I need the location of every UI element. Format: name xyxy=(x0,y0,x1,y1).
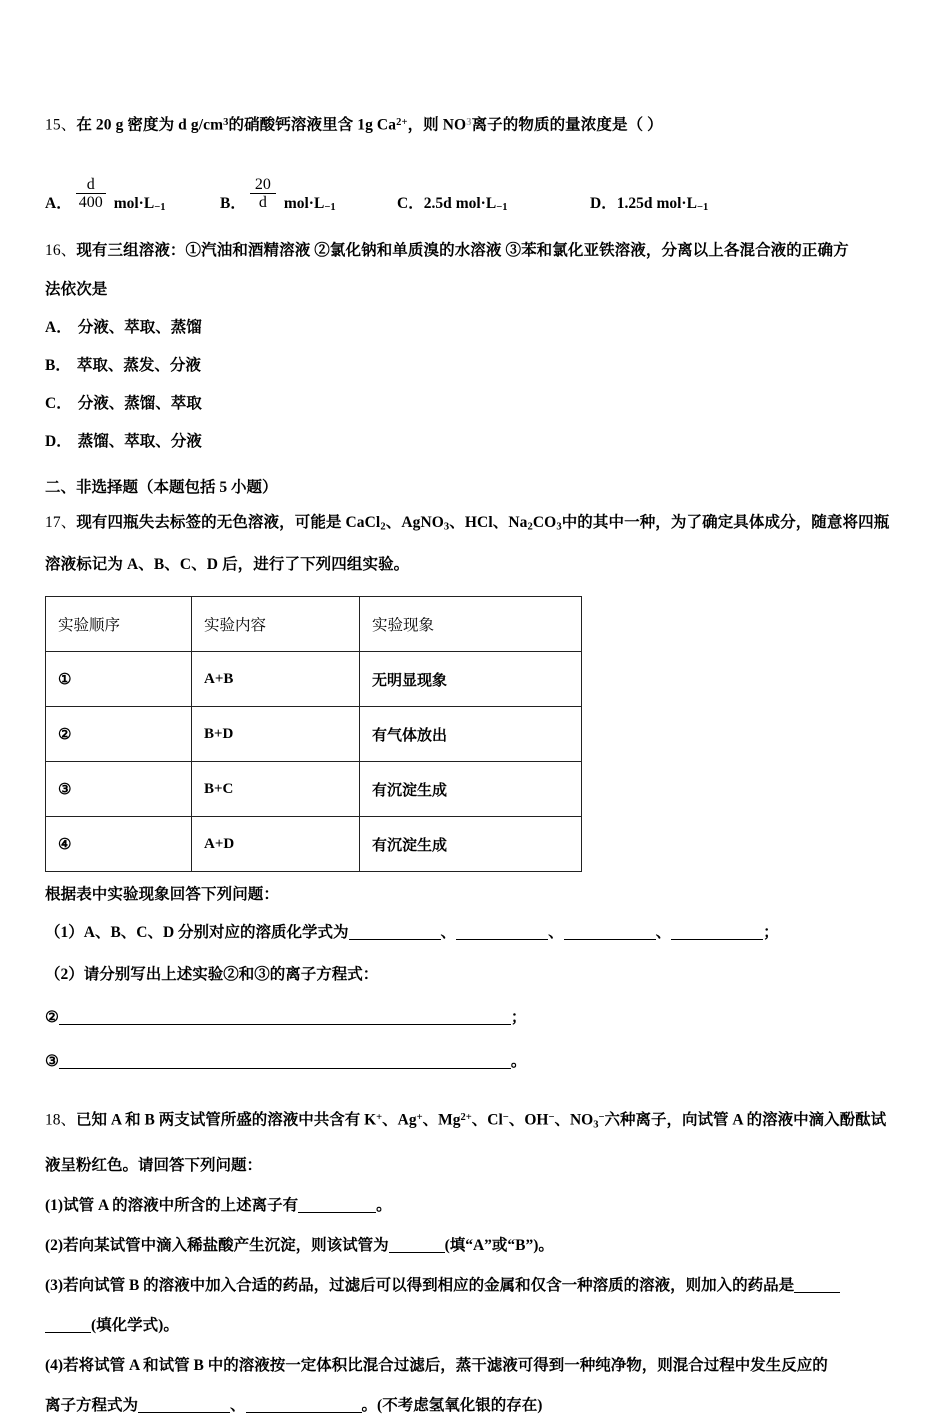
q18-blank-3b[interactable] xyxy=(45,1332,91,1333)
q17-stem-e: 中的其中一种，为了确定具体成分，随意将四瓶 xyxy=(561,513,890,531)
q18-ion-2-charge: + xyxy=(416,1112,423,1124)
q18-blank-1[interactable] xyxy=(298,1212,376,1213)
question-15-number: 15、 xyxy=(45,116,77,134)
q18-stem-a: 已知 A 和 B 两支试管所盛的溶液中共含有 K xyxy=(76,1112,377,1130)
question-15-stem-mid-2: ，则 NO xyxy=(407,116,467,134)
q17-sub-a: 2 xyxy=(380,521,386,533)
q17-part-1-end: ； xyxy=(763,924,779,942)
q16-option-b-text: 萃取、蒸发、分液 xyxy=(76,356,201,374)
q18-part-4-sep: 、 xyxy=(230,1396,246,1414)
question-18-stem-line-1 xyxy=(45,1098,907,1145)
question-18-part-4-line-1: (4)若将试管 A 和试管 B 中的溶液按一定体积比混合过滤后，蒸干滤液可得到一种纯净物，则混合过程中发生反应的 xyxy=(45,1356,828,1374)
q18-stem-c: 、Mg xyxy=(422,1112,461,1130)
question-16-option-a[interactable] xyxy=(45,309,907,347)
question-16-option-c[interactable] xyxy=(45,385,907,423)
question-17-blank-line-2 xyxy=(45,996,907,1040)
q17-blank-2-label: ② xyxy=(45,1009,59,1027)
question-17-stem-line-1 xyxy=(45,505,907,546)
q17-part-1-text: （1）A、B、C、D 分别对应的溶质化学式为 xyxy=(45,924,349,942)
column-header-content: 实验内容 xyxy=(192,597,360,652)
row-3-sequence: ③ xyxy=(46,762,192,817)
option-d-label: D． xyxy=(590,194,617,212)
question-15-option-a[interactable] xyxy=(45,177,165,213)
q16-option-a-text: 分液、萃取、蒸馏 xyxy=(77,318,202,336)
question-16-stem-text-1: 现有三组溶液：①汽油和酒精溶液 ②氯化钠和单质溴的水溶液 ③苯和氯化亚铁溶液，分离以上各混合液的正确方 xyxy=(76,241,849,259)
question-18-part-4-line-2 xyxy=(45,1386,907,1426)
q17-sub-b: 3 xyxy=(443,521,450,533)
row-2-phenomenon: 有气体放出 xyxy=(360,707,582,762)
q17-stem-c: 、HCl、Na xyxy=(449,513,528,531)
option-a-unit: mol·L xyxy=(113,194,155,212)
question-17-blank-line-3 xyxy=(45,1040,907,1084)
question-15-option-b[interactable] xyxy=(220,177,336,213)
row-3-content: B+C xyxy=(192,762,360,817)
option-a-label: A． xyxy=(45,194,72,212)
q18-ion-4-charge: − xyxy=(502,1112,509,1124)
option-b-label: B． xyxy=(220,194,246,212)
row-3-phenomenon: 有沉淀生成 xyxy=(360,762,582,817)
q18-stem-f: 、NO xyxy=(554,1112,594,1130)
q17-sub-d: 3 xyxy=(556,521,562,533)
option-c-unit-exponent: −1 xyxy=(496,201,508,213)
table-row xyxy=(46,762,582,817)
row-1-content: A+B xyxy=(192,652,360,707)
question-15-options xyxy=(45,155,907,213)
q17-answer-blank-2[interactable] xyxy=(59,1024,511,1025)
question-17-number: 17、 xyxy=(45,513,77,531)
spacer-after-q15 xyxy=(45,213,907,231)
q16-option-d-label: D． xyxy=(45,432,72,450)
option-d-unit-exponent: −1 xyxy=(696,201,709,213)
row-1-phenomenon: 无明显现象 xyxy=(360,652,582,707)
question-18-stem-line-2: 液呈粉红色。请回答下列问题： xyxy=(45,1156,263,1174)
question-15-stem-post: 离子的物质的量浓度是（ ） xyxy=(471,116,663,134)
question-17-stem-line-2: 溶液标记为 A、B、C、D 后，进行了下列四组实验。 xyxy=(45,556,410,574)
q18-part-4-text: 离子方程式为 xyxy=(45,1396,139,1414)
table-row xyxy=(46,707,582,762)
q18-blank-2[interactable] xyxy=(389,1252,445,1253)
q17-stem-a: 现有四瓶失去标签的无色溶液，可能是 CaCl xyxy=(76,513,381,531)
q18-ion-5-charge: − xyxy=(548,1112,555,1124)
q18-blank-4a[interactable] xyxy=(138,1412,230,1413)
q18-part-2-end: (填“A”或“B”)。 xyxy=(444,1236,554,1254)
q17-sep-2: 、 xyxy=(548,924,564,942)
experiment-table-head xyxy=(46,597,582,652)
option-b-unit: mol·L xyxy=(283,194,325,212)
question-17-part-2: （2）请分别写出上述实验②和③的离子方程式： xyxy=(45,966,379,984)
question-15-stem-pre: 在 20 g 密度为 d g/cm xyxy=(76,116,224,134)
q17-sub-c: 2 xyxy=(527,521,533,533)
q17-answer-blank-3[interactable] xyxy=(59,1068,511,1069)
experiment-table-body xyxy=(46,652,582,872)
option-b-unit-exponent: −1 xyxy=(324,201,336,213)
q17-blank-a[interactable] xyxy=(349,939,441,940)
column-header-phenomenon: 实验现象 xyxy=(360,597,582,652)
question-15-stem xyxy=(45,103,907,145)
question-17-part-1 xyxy=(45,912,907,954)
q18-stem-e: 、OH xyxy=(508,1112,549,1130)
q18-ion-6-subscript: 3 xyxy=(593,1119,599,1131)
q17-stem-b: 、AgNO xyxy=(385,513,444,531)
question-16-number: 16、 xyxy=(45,241,77,259)
table-row xyxy=(46,652,582,707)
q18-ion-1-charge: + xyxy=(376,1112,383,1124)
question-18-part-3-line-2 xyxy=(45,1306,907,1346)
q18-blank-4b[interactable] xyxy=(246,1412,362,1413)
question-18-part-1 xyxy=(45,1186,907,1226)
q16-option-a-label: A． xyxy=(45,318,72,336)
option-c-unit: mol·L xyxy=(455,194,497,212)
row-4-phenomenon: 有沉淀生成 xyxy=(360,817,582,872)
option-a-numerator: d xyxy=(86,175,95,193)
table-header-row xyxy=(46,597,582,652)
q18-ion-6-charge: − xyxy=(598,1112,605,1124)
section-2-title: 二、非选择题（本题包括 5 小题） xyxy=(45,478,278,496)
question-16-stem-line-2: 法依次是 xyxy=(45,280,108,298)
q18-blank-3a[interactable] xyxy=(794,1292,840,1293)
q18-part-3-end: (填化学式)。 xyxy=(91,1316,179,1334)
option-b-numerator: 20 xyxy=(254,175,271,193)
q16-option-d-text: 蒸馏、萃取、分液 xyxy=(77,432,202,450)
table-row xyxy=(46,817,582,872)
question-16-option-d[interactable] xyxy=(45,423,907,461)
q17-blank-2-end: ； xyxy=(510,1009,527,1027)
experiment-table xyxy=(45,596,582,872)
q18-part-3-text: (3)若向试管 B 的溶液中加入合适的药品，过滤后可以得到相应的金属和仅含一种溶质的溶液，则加入的药品是 xyxy=(45,1276,795,1294)
question-18-part-2 xyxy=(45,1226,907,1266)
q18-ion-3-charge: 2+ xyxy=(460,1112,472,1124)
q18-stem-b: 、Ag xyxy=(382,1112,417,1130)
q17-blank-d[interactable] xyxy=(671,939,763,940)
option-a-denominator: 400 xyxy=(76,193,106,212)
q18-part-2-text: (2)若向某试管中滴入稀盐酸产生沉淀，则该试管为 xyxy=(45,1236,389,1254)
row-1-sequence: ① xyxy=(46,652,192,707)
question-15-option-c[interactable] xyxy=(397,191,507,213)
row-4-sequence: ④ xyxy=(46,817,192,872)
question-16-option-b[interactable] xyxy=(45,347,907,385)
option-d-unit: mol·L xyxy=(656,194,697,212)
option-b-denominator: d xyxy=(250,193,276,212)
row-4-content: A+D xyxy=(192,817,360,872)
q17-blank-3-end: 。 xyxy=(510,1053,527,1071)
question-15-stem-mid: 的硝酸钙溶液里含 1g Ca xyxy=(228,116,397,134)
q17-blank-3-label: ③ xyxy=(45,1053,59,1071)
q16-option-b-label: B． xyxy=(45,356,71,374)
q18-part-4-end: 。(不考虑氢氧化银的存在) xyxy=(361,1396,543,1414)
option-c-value: 2.5d xyxy=(423,194,452,212)
question-18-number: 18、 xyxy=(45,1112,77,1130)
row-2-sequence: ② xyxy=(46,707,192,762)
q17-sep-3: 、 xyxy=(655,924,672,942)
page-content xyxy=(45,103,907,1426)
option-d-value: 1.25d xyxy=(616,194,653,212)
option-a-fraction xyxy=(76,176,106,212)
option-b-fraction xyxy=(250,176,276,212)
option-a-unit-exponent: −1 xyxy=(154,201,166,213)
q18-part-1-end: 。 xyxy=(376,1196,392,1214)
question-15-sup-2: 2+ xyxy=(396,117,408,128)
question-17-after-table: 根据表中实验现象回答下列问题： xyxy=(45,886,280,904)
q18-part-1-text: (1)试管 A 的溶液中所含的上述离子有 xyxy=(45,1196,299,1214)
q18-stem-d: 、Cl xyxy=(471,1112,503,1130)
option-c-label: C． xyxy=(397,194,424,212)
question-16-stem-line-1 xyxy=(45,231,907,270)
question-15-sup-1: 3 xyxy=(223,117,229,128)
q17-blank-c[interactable] xyxy=(564,939,656,940)
q17-blank-b[interactable] xyxy=(456,939,548,940)
q16-option-c-label: C． xyxy=(45,394,72,412)
question-15-sup-3: 3 xyxy=(466,117,472,128)
q17-stem-d: CO xyxy=(532,513,557,531)
q17-sep-1: 、 xyxy=(440,924,457,942)
question-18-part-3 xyxy=(45,1266,907,1306)
question-15-option-d[interactable] xyxy=(590,191,708,213)
row-2-content: B+D xyxy=(192,707,360,762)
column-header-sequence: 实验顺序 xyxy=(46,597,192,652)
q16-option-c-text: 分液、蒸馏、萃取 xyxy=(77,394,202,412)
q18-stem-g: 六种离子，向试管 A 的溶液中滴入酚酞试 xyxy=(604,1112,887,1130)
